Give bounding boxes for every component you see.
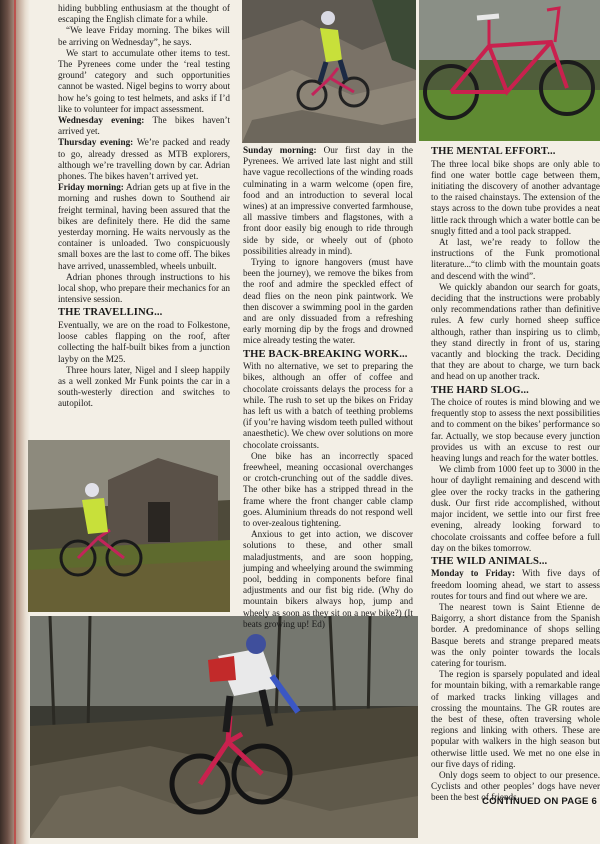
article-column-3 bbox=[431, 144, 600, 804]
day-label: Monday to Friday: bbox=[431, 568, 516, 579]
section-heading-travelling: THE TRAVELLING... bbox=[58, 307, 163, 319]
day-label: Thursday evening: bbox=[58, 137, 134, 148]
paragraph: We quickly abandon our search for goats, deciding that the instructions were probably only recommendations rather than definitive rules. A few curly horned sheep suffice although, rather than inspiring us to climb, they stand directly in front of us, staring vacantly and blocking the track. Deciding that they are about to charge, we turn back and head on up another track. bbox=[431, 281, 600, 382]
section-heading-back-breaking: THE BACK-BREAKING WORK... bbox=[243, 348, 408, 360]
paragraph: Trying to ignore hangovers (must have been the journey), we remove the bikes from the roof and admire the speckled effect of dead flies on the neon pink paintwork. We then discover a swimming pool in the garden and are only dissuaded from a refreshing early morning dip by the frogs and drowned mice already testing the water. bbox=[243, 257, 413, 346]
photo-bike-on-grass bbox=[419, 0, 600, 141]
paragraph: The nearest town is Saint Etienne de Baigorry, a short distance from the Spanish border. A predominance of shops selling Basque berets and strange prepared meats was the only pointer towards the locals catering for tourism. bbox=[431, 602, 600, 669]
day-label: Wednesday evening: bbox=[58, 115, 145, 126]
entry-text: We’re packed and ready to go, already dressed as MTB explorers, although we’re travelling down by car. Adrian phones. The bikes haven’t arrived yet. bbox=[58, 137, 230, 182]
paragraph: Three hours later, Nigel and I sleep happily as a well zonked Mr Funk points the car in a south-westerly direction and switches to autopilot. bbox=[58, 364, 230, 409]
paragraph: Adrian phones through instructions to his local shop, who prepare their mechanics for an intensive session. bbox=[58, 271, 230, 305]
diary-entry-monday-friday bbox=[431, 568, 600, 602]
diary-entry-wednesday bbox=[58, 115, 230, 137]
section-heading-hard-slog: THE HARD SLOG... bbox=[431, 384, 529, 396]
day-label: Friday morning: bbox=[58, 182, 124, 193]
day-label: Sunday morning: bbox=[243, 145, 317, 155]
photo-rider-descending-rocks bbox=[30, 616, 418, 838]
photo-rider-stone-hut bbox=[28, 440, 230, 612]
paragraph: The three local bike shops are only able to find one water bottle cage between them, initiating the discovery of another advantage to the raised chainstays. The extension of the stays across to the down tube provides a neat little rack through which a water bottle can be snugly fitted and a tool pack strapped. bbox=[431, 158, 600, 236]
paragraph: We climb from 1000 feet up to 3000 in the hour of daylight remaining and descend with glee over the rocky tracks in the gathering dusk. Our first ride accomplished, without major incident, we settle into our first free evening, already looking forward to chocolate croissants and coffee before a full day on the bikes tomorrow. bbox=[431, 464, 600, 553]
paragraph: Eventually, we are on the road to Folkestone, loose cables flapping on the roof, after collecting the half-built bikes from a junction layby on the M25. bbox=[58, 319, 230, 364]
entry-text: Adrian gets up at five in the morning and rushes down to Southend air freight terminal, having been assured that the bikes are definitely there. He did the same yesterday morning. He waits nervously as the container is unloaded. Two conspicuously small boxes are the last to come off. The bikes have arrived, unassembled, wheels unbuilt. bbox=[58, 182, 230, 271]
paragraph: The choice of routes is mind blowing and we frequently stop to assess the next possibilities and to comment on the bikes’ performance so far. Actually, we stop because every junction provides us with an excuse to rest our heaving lungs and reach for the water bottles. bbox=[431, 397, 600, 464]
article-column-2 bbox=[243, 145, 413, 630]
paragraph: One bike has an incorrectly spaced freewheel, meaning occasional overchanges or crotch-crunching out of the saddle dives. The other bike has a stripped thread in the frame where the front changer cable clamp goes. Aluminium threads do not respond well to over-zealous tightening. bbox=[243, 450, 413, 528]
section-heading-mental-effort: THE MENTAL EFFORT... bbox=[431, 146, 556, 157]
entry-text: The bikes haven’t arrived yet. bbox=[58, 115, 230, 137]
article-column-1 bbox=[58, 3, 230, 410]
paragraph: “We leave Friday morning. The bikes will be arriving on Wednesday”, he says. bbox=[58, 25, 230, 47]
continued-on-page-link: CONTINUED ON PAGE 6 bbox=[482, 796, 598, 807]
entry-text: With five days of freedom looming ahead, we start to assess routes for tours and find out where we are. bbox=[431, 568, 600, 601]
binding-edge bbox=[14, 0, 16, 844]
paragraph: At last, we’re ready to follow the instructions of the Funk promotional literature...“to climb with the mountain goats and descend with the wind”. bbox=[431, 236, 600, 281]
diary-entry-sunday bbox=[243, 145, 413, 257]
paragraph: Anxious to get into action, we discover solutions to these, and other small maladjustments, and are soon hopping, jumping and wheelying around the swimming pool, bedding in components before final adjustments and our fist big ride. (Why do mountain bikers always hop, jump and wheely as soon as they sit on a new bike?) (It beats growing up! Ed) bbox=[243, 529, 413, 629]
paragraph: The region is sparsely populated and ideal for mountain biking, with a remarkable range of marked tracks linking villages and crossing the mountains. The GR routes are the best of these, often traversing whole regions and linking with others. These are popular with walkers in the high season but otherwise little used. We met no one else in our five days of riding. bbox=[431, 669, 600, 769]
entry-text: Our first day in the Pyrenees. We arrived late last night and still have vague recollections of the winding roads culminating in a warm welcome (open fire, food and an introduction to several local wines) at an impressive converted farmhouse, all massive timbers and flagstones, with a front door easily big enough to ride through side by side, or wheely out of (photo possibilities already in mind). bbox=[243, 145, 413, 256]
photo-rider-hillside bbox=[242, 0, 416, 143]
paragraph: hiding bubbling enthusiasm at the thought of escaping the English climate for a while. bbox=[58, 3, 230, 25]
section-heading-wild-animals: THE WILD ANIMALS... bbox=[431, 555, 548, 567]
diary-entry-thursday bbox=[58, 137, 230, 182]
paragraph: With no alternative, we set to preparing the bikes, although an offer of coffee and chocolate croissants delays the process for a while. The rush to set up the bikes on Friday has left us with a batch of teething problems (if you’re having wisdom teeth pulled without anaesthetic). We chew over solutions on more chocolate croissants. bbox=[243, 361, 413, 450]
paragraph: We start to accumulate other items to test. The Pyrenees come under the ‘real testing ground’ category and such opportunities cannot be wasted. Nigel begins to worry about how he’s going to test helmets, and asks if I’d like to volunteer for impact assessment. bbox=[58, 47, 230, 114]
diary-entry-friday bbox=[58, 182, 230, 272]
paragraph: Only dogs seem to object to our presence. Cyclists and other peoples’ dogs have never been the best of friends. bbox=[431, 770, 600, 803]
